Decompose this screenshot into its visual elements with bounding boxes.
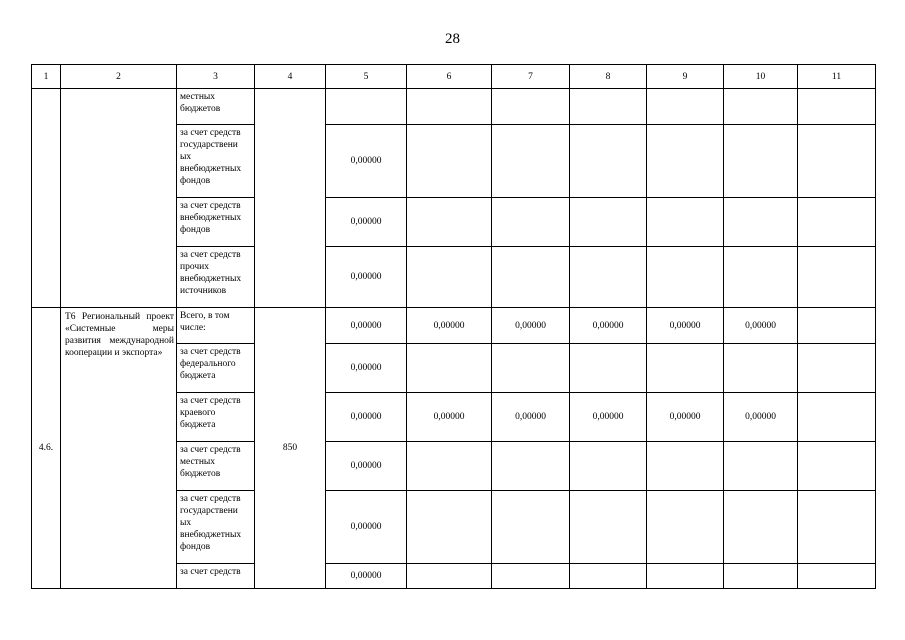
header-cell: 9 (647, 65, 724, 89)
header-cell: 10 (724, 65, 798, 89)
source-label: за счет средств местных бюджетов (177, 442, 255, 491)
value-cell: 0,00000 (407, 393, 492, 442)
value-cell (647, 491, 724, 564)
header-cell: 1 (32, 65, 61, 89)
value-cell (570, 89, 647, 125)
value-cell (798, 491, 876, 564)
row-name-cell (61, 89, 177, 308)
budget-table (31, 64, 876, 589)
value-cell (798, 247, 876, 308)
value-cell (407, 564, 492, 589)
value-cell: 0,00000 (724, 393, 798, 442)
header-cell: 4 (255, 65, 326, 89)
value-cell: 0,00000 (407, 308, 492, 344)
value-cell (407, 198, 492, 247)
table-row (32, 308, 876, 344)
value-cell (798, 393, 876, 442)
value-cell: 0,00000 (326, 442, 407, 491)
value-cell (570, 344, 647, 393)
value-cell (724, 564, 798, 589)
value-cell: 0,00000 (647, 393, 724, 442)
value-cell (492, 344, 570, 393)
value-cell (647, 247, 724, 308)
value-cell (407, 442, 492, 491)
value-cell (492, 89, 570, 125)
row-number-cell: 4.6. (32, 308, 61, 589)
value-cell (647, 89, 724, 125)
value-cell (724, 125, 798, 198)
value-cell (492, 198, 570, 247)
value-cell (492, 442, 570, 491)
value-cell: 0,00000 (570, 393, 647, 442)
source-label: за счет средств федерального бюджета (177, 344, 255, 393)
value-cell (798, 564, 876, 589)
value-cell (647, 564, 724, 589)
value-cell: 0,00000 (326, 564, 407, 589)
value-cell (326, 89, 407, 125)
row-name-cell: Т6 Региональный проект «Системные меры развития международной кооперации и экспорта» (61, 308, 177, 589)
value-cell: 0,00000 (724, 308, 798, 344)
row-number-cell (32, 89, 61, 308)
value-cell (407, 344, 492, 393)
header-cell: 6 (407, 65, 492, 89)
source-label: за счет средств (177, 564, 255, 589)
value-cell (407, 125, 492, 198)
value-cell (798, 89, 876, 125)
header-cell: 5 (326, 65, 407, 89)
value-cell (724, 247, 798, 308)
value-cell (798, 308, 876, 344)
code-cell (255, 89, 326, 308)
value-cell (407, 89, 492, 125)
value-cell (492, 125, 570, 198)
value-cell (570, 198, 647, 247)
source-label: за счет средств государствени ых внебюджетных фондов (177, 491, 255, 564)
value-cell (570, 564, 647, 589)
value-cell (798, 198, 876, 247)
value-cell (570, 491, 647, 564)
value-cell (798, 125, 876, 198)
value-cell (798, 344, 876, 393)
value-cell (492, 491, 570, 564)
value-cell: 0,00000 (326, 198, 407, 247)
source-label: за счет средств краевого бюджета (177, 393, 255, 442)
value-cell (492, 564, 570, 589)
value-cell (647, 198, 724, 247)
value-cell: 0,00000 (492, 308, 570, 344)
source-label: за счет средств государствени ых внебюджетных фондов (177, 125, 255, 198)
value-cell (724, 491, 798, 564)
header-cell: 7 (492, 65, 570, 89)
value-cell (647, 344, 724, 393)
value-cell (647, 125, 724, 198)
header-cell: 2 (61, 65, 177, 89)
value-cell: 0,00000 (326, 247, 407, 308)
header-cell: 11 (798, 65, 876, 89)
value-cell: 0,00000 (326, 491, 407, 564)
value-cell (407, 247, 492, 308)
source-label: за счет средств внебюджетных фондов (177, 198, 255, 247)
value-cell (570, 125, 647, 198)
value-cell (798, 442, 876, 491)
header-row (32, 65, 876, 89)
value-cell: 0,00000 (570, 308, 647, 344)
header-cell: 8 (570, 65, 647, 89)
value-cell (724, 89, 798, 125)
value-cell: 0,00000 (647, 308, 724, 344)
value-cell (724, 344, 798, 393)
page-number: 28 (445, 31, 460, 47)
header-cell: 3 (177, 65, 255, 89)
value-cell (407, 491, 492, 564)
value-cell: 0,00000 (492, 393, 570, 442)
source-label: местных бюджетов (177, 89, 255, 125)
value-cell: 0,00000 (326, 308, 407, 344)
value-cell (724, 442, 798, 491)
code-cell: 850 (255, 308, 326, 589)
value-cell (724, 198, 798, 247)
value-cell: 0,00000 (326, 125, 407, 198)
value-cell (647, 442, 724, 491)
value-cell (492, 247, 570, 308)
source-label: Всего, в том числе: (177, 308, 255, 344)
value-cell (570, 247, 647, 308)
source-label: за счет средств прочих внебюджетных источников (177, 247, 255, 308)
value-cell (570, 442, 647, 491)
value-cell: 0,00000 (326, 393, 407, 442)
value-cell: 0,00000 (326, 344, 407, 393)
table-row (32, 89, 876, 125)
